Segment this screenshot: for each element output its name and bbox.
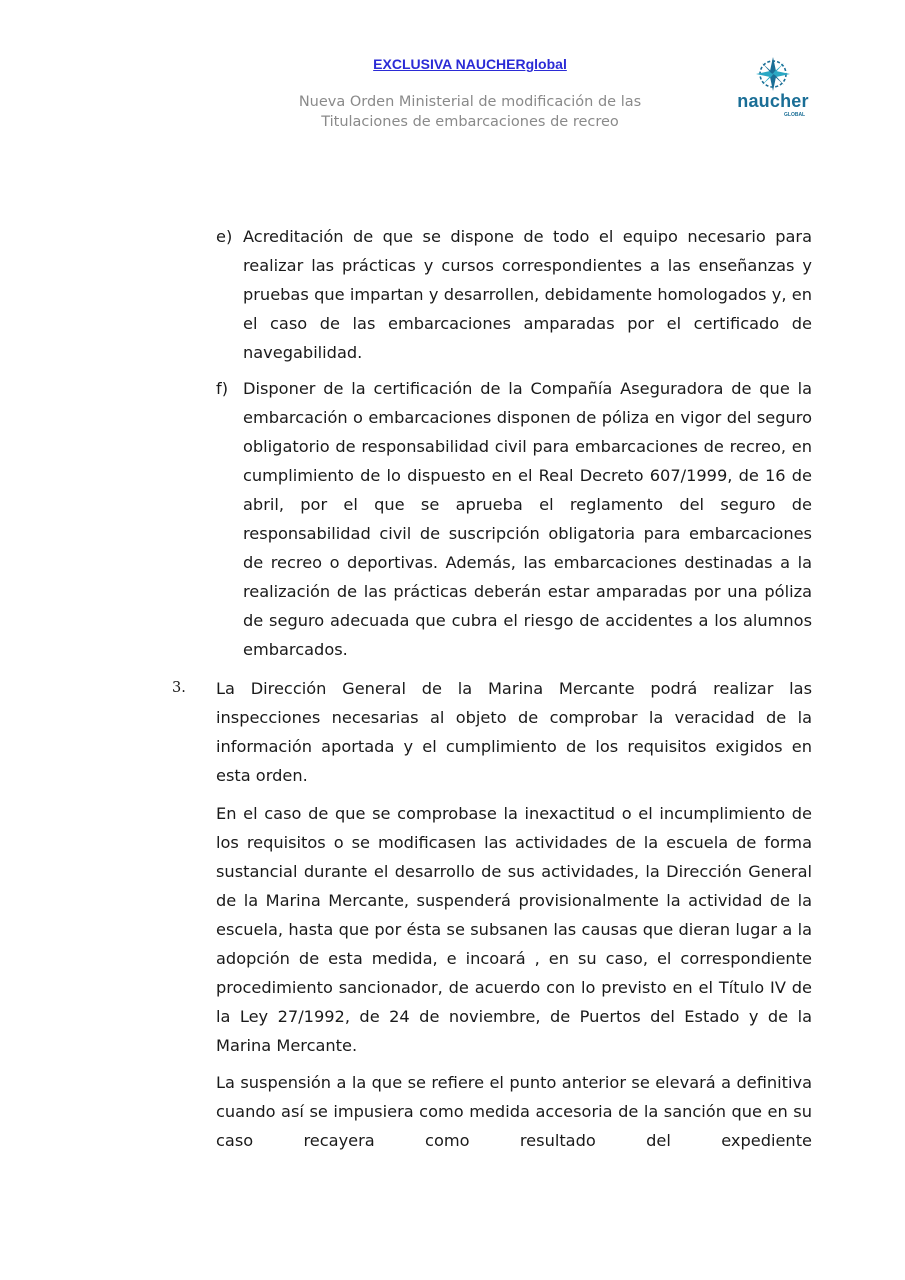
list-item-f-text: Disponer de la certificación de la Compañía Aseguradora de que la embarcación o embarcaciones disponen de póliza en vigor del seguro obligatorio de responsabilidad civil para embarcaciones de recreo, en cumplimiento de lo dispuesto en el Real Decreto 607/1999, de 16 de abril, por el que se aprueba el reglamento del seguro de responsabilidad civil de suscripción obligatoria para embarcaciones de recreo o deportivas. Además, las embarcaciones destinadas a la realización de las prácticas deberán estar amparadas por una póliza de seguro adecuada que cubra el riesgo de accidentes a los alumnos embarcados. [243, 379, 812, 659]
list-marker-e: e) [216, 227, 233, 246]
logo-subtext: GLOBAL [784, 112, 806, 118]
list-item-e-text: Acreditación de que se dispone de todo el equipo necesario para realizar las prácticas y cursos correspondientes a las enseñanzas y pruebas que impartan y desarrollen, debidamente homologados y, en el caso de las embarcaciones amparadas por el certificado de navegabilidad. [243, 227, 812, 362]
header-title-link[interactable]: EXCLUSIVA NAUCHERglobal [373, 56, 567, 72]
section-paragraph-1: La Dirección General de la Marina Mercante podrá realizar las inspecciones necesarias al objeto de comprobar la veracidad de la información aportada y el cumplimiento de los requisitos exigidos en esta orden. [216, 679, 812, 785]
section-paragraph-3: La suspensión a la que se refiere el punto anterior se elevará a definitiva cuando así se impusiera como medida accesoria de la sanción que en su caso recayera como resultado del expediente [216, 1073, 812, 1150]
section-number: 3. [172, 680, 186, 696]
subtitle-line-2: Titulaciones de embarcaciones de recreo [321, 114, 619, 130]
subtitle-line-1: Nueva Orden Ministerial de modificación de las [298, 94, 642, 110]
list-marker-f: f) [216, 379, 229, 398]
naucher-logo [728, 56, 818, 122]
document-subtitle [270, 92, 670, 132]
section-paragraph-2: En el caso de que se comprobase la inexactitud o el incumplimiento de los requisitos o se modificasen las actividades de la escuela de forma sustancial durante el desarrollo de sus actividades, la Dirección General de la Marina Mercante, suspenderá provisionalmente la actividad de la escuela, hasta que por ésta se subsanen las causas que dieran lugar a la adopción de esta medida, e incoará , en su caso, el correspondiente procedimiento sancionador, de acuerdo con lo previsto en el Título IV de la Ley 27/1992, de 24 de noviembre, de Puertos del Estado y de la Marina Mercante. [216, 804, 812, 1055]
compass-rose-icon [728, 56, 818, 92]
logo-wordmark: naucher [737, 91, 809, 111]
